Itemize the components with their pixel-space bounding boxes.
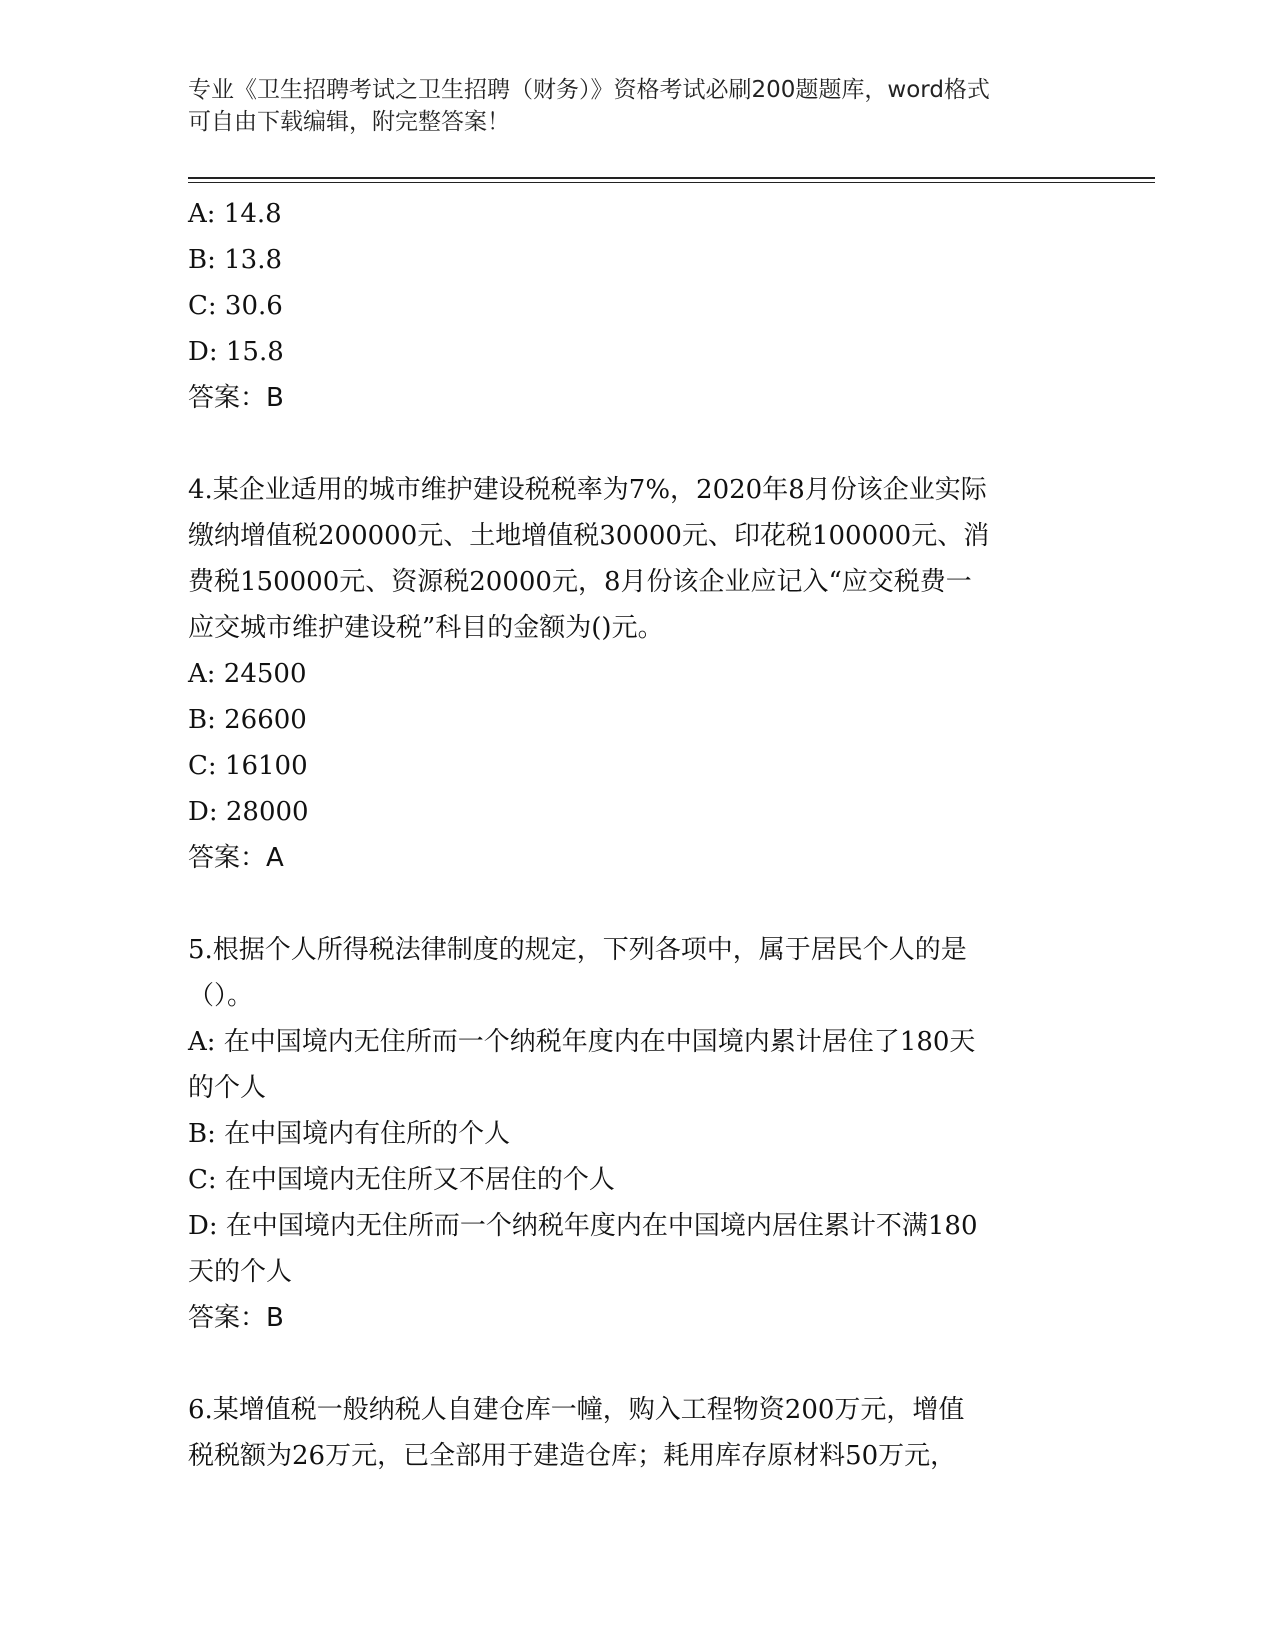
spacer xyxy=(188,881,1083,927)
header-line-2: 可自由下载编辑，附完整答案！ xyxy=(188,109,510,135)
option-a: A: 24500 xyxy=(188,659,307,689)
question-5 xyxy=(188,927,1083,1341)
option-a: A: 在中国境内无住所而一个纳税年度内在中国境内累计居住了180天 xyxy=(188,1027,976,1057)
spacer xyxy=(188,1341,1083,1387)
option-b: B: 13.8 xyxy=(188,245,283,275)
document-body xyxy=(188,191,1083,1479)
question-stem-line: 4.某企业适用的城市维护建设税税率为7%，2020年8月份该企业实际 xyxy=(188,475,987,505)
header-divider-thick xyxy=(188,177,1155,179)
answer-line: 答案：B xyxy=(188,1303,284,1333)
answer-line: 答案：B xyxy=(188,383,284,413)
question-3 xyxy=(188,191,1083,421)
option-d: D: 28000 xyxy=(188,797,309,827)
spacer xyxy=(188,421,1083,467)
option-d: D: 在中国境内无住所而一个纳税年度内在中国境内居住累计不满180 xyxy=(188,1211,978,1241)
question-4 xyxy=(188,467,1083,881)
question-stem-line: 税税额为26万元，已全部用于建造仓库；耗用库存原材料50万元， xyxy=(188,1441,957,1471)
question-stem-line: 5.根据个人所得税法律制度的规定，下列各项中，属于居民个人的是 xyxy=(188,935,967,965)
option-b: B: 26600 xyxy=(188,705,307,735)
question-stem-line: 费税150000元、资源税20000元，8月份该企业应记入“应交税费一 xyxy=(188,567,972,597)
question-stem-line: 6.某增值税一般纳税人自建仓库一幢，购入工程物资200万元，增值 xyxy=(188,1395,965,1425)
question-stem-line: 缴纳增值税200000元、土地增值税30000元、印花税100000元、消 xyxy=(188,521,990,551)
document-header xyxy=(188,74,1088,138)
option-b: B: 在中国境内有住所的个人 xyxy=(188,1119,511,1149)
header-line-1: 专业《卫生招聘考试之卫生招聘（财务）》资格考试必刷200题题库，word格式 xyxy=(188,77,990,103)
header-divider-thin xyxy=(188,182,1155,183)
question-stem-line: 应交城市维护建设税”科目的金额为()元。 xyxy=(188,613,664,643)
option-c: C: 16100 xyxy=(188,751,308,781)
question-6 xyxy=(188,1387,1083,1479)
option-d-continuation: 天的个人 xyxy=(188,1257,293,1287)
answer-line: 答案：A xyxy=(188,843,284,873)
option-c: C: 30.6 xyxy=(188,291,283,321)
question-stem-line: （）。 xyxy=(188,981,254,1011)
option-a-continuation: 的个人 xyxy=(188,1073,267,1103)
option-c: C: 在中国境内无住所又不居住的个人 xyxy=(188,1165,615,1195)
option-d: D: 15.8 xyxy=(188,337,284,367)
option-a: A: 14.8 xyxy=(188,199,282,229)
